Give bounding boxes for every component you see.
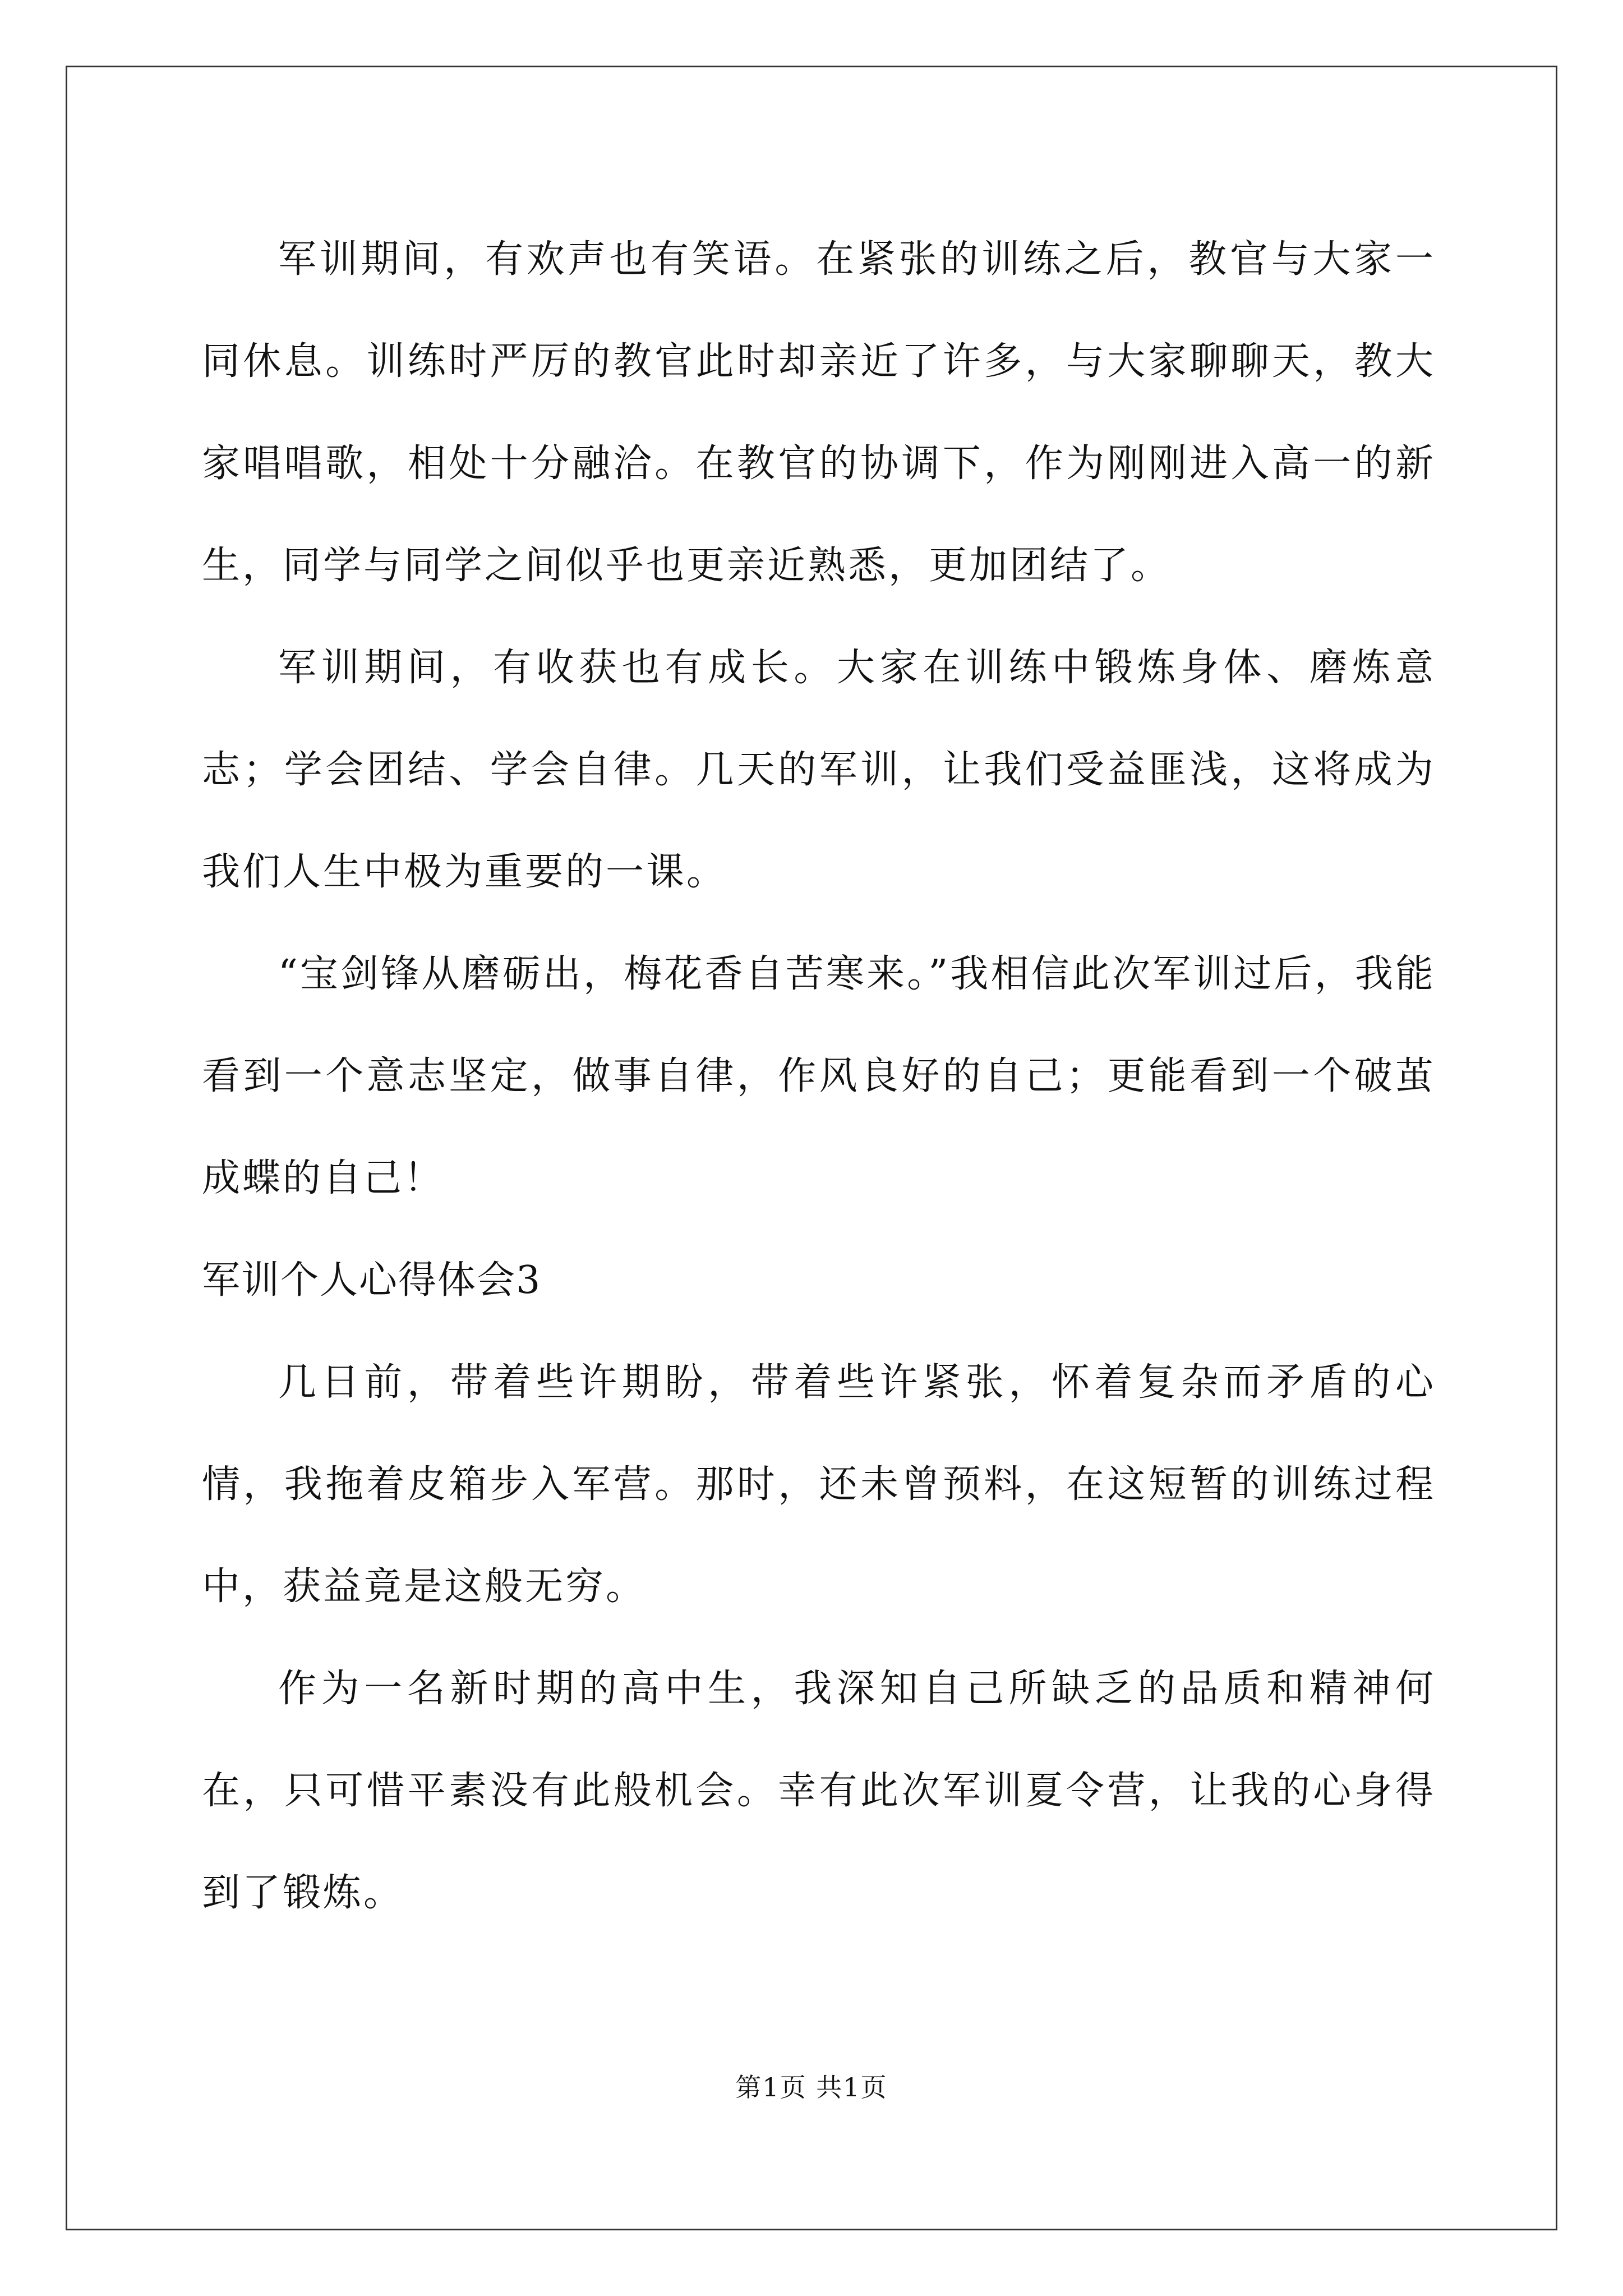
paragraph-1: 军训期间，有欢声也有笑语。在紧张的训练之后，教官与大家一同休息。训练时严厉的教官此时却亲近了许多，与大家聊聊天，教大家唱唱歌，相处十分融洽。在教官的协调下，作为刚刚进入高一的新生，同学与同学之间似乎也更亲近熟悉，更加团结了。 [202,237,1436,588]
paragraph-2: 军训期间，有收获也有成长。大家在训练中锻炼身体、磨炼意志；学会团结、学会自律。几天的军训，让我们受益匪浅，这将成为我们人生中极为重要的一课。 [202,646,1436,894]
paragraph-3: “宝剑锋从磨砺出，梅花香自苦寒来。”我相信此次军训过后，我能看到一个意志坚定，做事自律，作风良好的自己；更能看到一个破茧成蝶的自己！ [202,952,1436,1200]
document-body [202,209,1436,1944]
section-heading: 军训个人心得体会3 [202,1258,542,1303]
paragraph-5: 作为一名新时期的高中生，我深知自己所缺乏的品质和精神何在，只可惜平素没有此般机会。幸有此次军训夏令营，让我的心身得到了锻炼。 [202,1667,1436,1915]
page-number-footer: 第1页 共1页 [735,2072,888,2102]
paragraph-4: 几日前，带着些许期盼，带着些许紧张，怀着复杂而矛盾的心情，我拖着皮箱步入军营。那时，还未曾预料，在这短暂的训练过程中，获益竟是这般无穷。 [202,1360,1436,1609]
